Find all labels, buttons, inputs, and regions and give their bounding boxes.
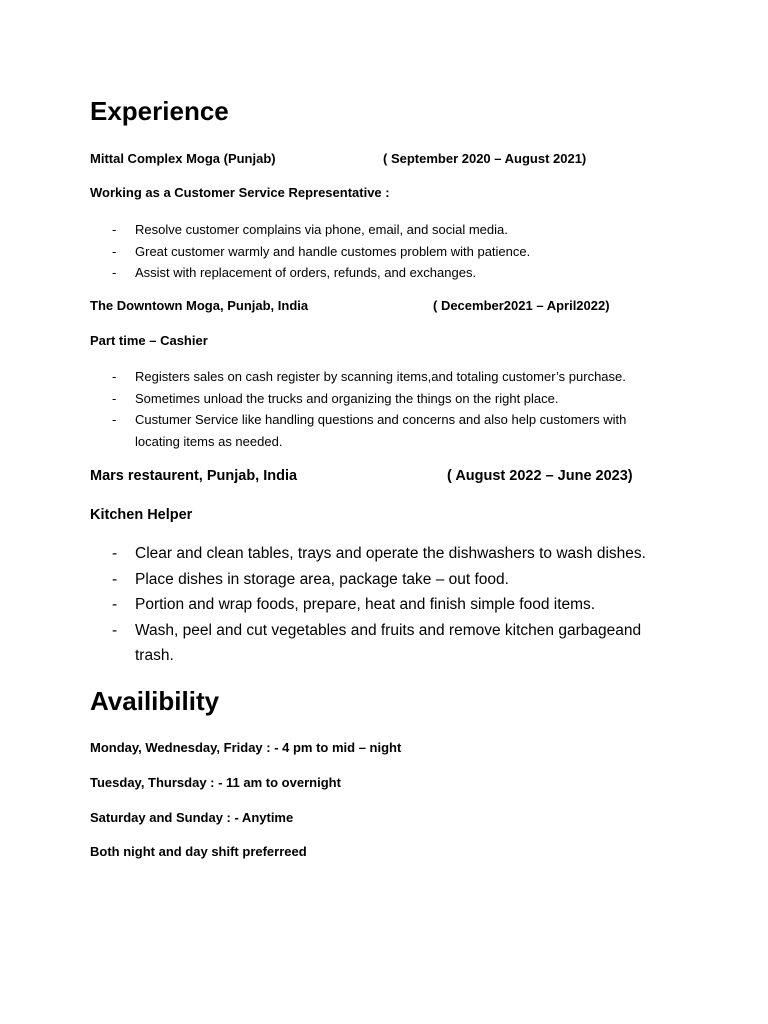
bullet-dash: - [112, 596, 118, 613]
duty-text: Clear and clean tables, trays and operate the dishwashers to wash dishes. [135, 545, 646, 562]
duty-item [90, 388, 665, 410]
job-3-duties [90, 541, 675, 669]
duty-text: Sometimes unload the trucks and organizing the things on the right place. [135, 390, 559, 406]
duty-text: Great customer warmly and handle customes problem with patience. [135, 243, 531, 259]
job-1-duties [90, 219, 665, 284]
job-3-employer: Mars restaurent, Punjab, India [90, 468, 298, 484]
job-2-duties [90, 366, 665, 452]
duty-item [90, 366, 665, 388]
bullet-dash: - [112, 545, 118, 562]
duty-item [90, 262, 665, 284]
duty-text: Registers sales on cash register by scanning items,and totaling customer’s purchase. [135, 369, 626, 384]
job-3-dates: ( August 2022 – June 2023) [447, 468, 633, 484]
duty-item [90, 219, 665, 241]
availability-line: Saturday and Sunday : - Anytime [90, 810, 294, 825]
job-1-role: Working as a Customer Service Representative : [90, 185, 390, 200]
duty-item [90, 409, 665, 452]
bullet-dash: - [112, 621, 118, 639]
job-1-employer: Mittal Complex Moga (Punjab) [90, 151, 276, 166]
job-2-dates: ( December2021 – April2022) [433, 298, 610, 313]
duty-item [90, 567, 675, 593]
bullet-dash: - [112, 390, 117, 406]
availability-heading: Availibility [90, 686, 220, 716]
duty-text: Custumer Service like handling questions and concerns and also help customers with locating items as needed. [135, 412, 627, 449]
bullet-dash: - [112, 570, 118, 588]
experience-heading: Experience [90, 96, 229, 126]
duty-text: Portion and wrap foods, prepare, heat and finish simple food items. [135, 596, 596, 613]
job-3-role: Kitchen Helper [90, 507, 193, 523]
bullet-dash: - [112, 222, 117, 237]
job-2-role: Part time – Cashier [90, 333, 208, 348]
duty-item [90, 618, 675, 669]
availability-line: Tuesday, Thursday : - 11 am to overnight [90, 775, 341, 790]
bullet-dash: - [112, 412, 117, 427]
duty-text: Place dishes in storage area, package take – out food. [135, 570, 509, 588]
availability-line: Monday, Wednesday, Friday : - 4 pm to mid – night [90, 740, 402, 755]
duty-item [90, 592, 675, 618]
bullet-dash: - [112, 265, 117, 280]
duty-text: Assist with replacement of orders, refunds, and exchanges. [135, 265, 477, 280]
bullet-dash: - [112, 369, 117, 384]
job-2-employer: The Downtown Moga, Punjab, India [90, 298, 309, 313]
availability-line: Both night and day shift preferreed [90, 844, 307, 859]
duty-text: Wash, peel and cut vegetables and fruits and remove kitchen garbageand trash. [135, 621, 642, 664]
job-1-dates: ( September 2020 – August 2021) [383, 151, 587, 166]
duty-item [90, 541, 675, 567]
duty-text: Resolve customer complains via phone, email, and social media. [135, 222, 508, 237]
duty-item [90, 241, 665, 263]
bullet-dash: - [112, 243, 117, 259]
